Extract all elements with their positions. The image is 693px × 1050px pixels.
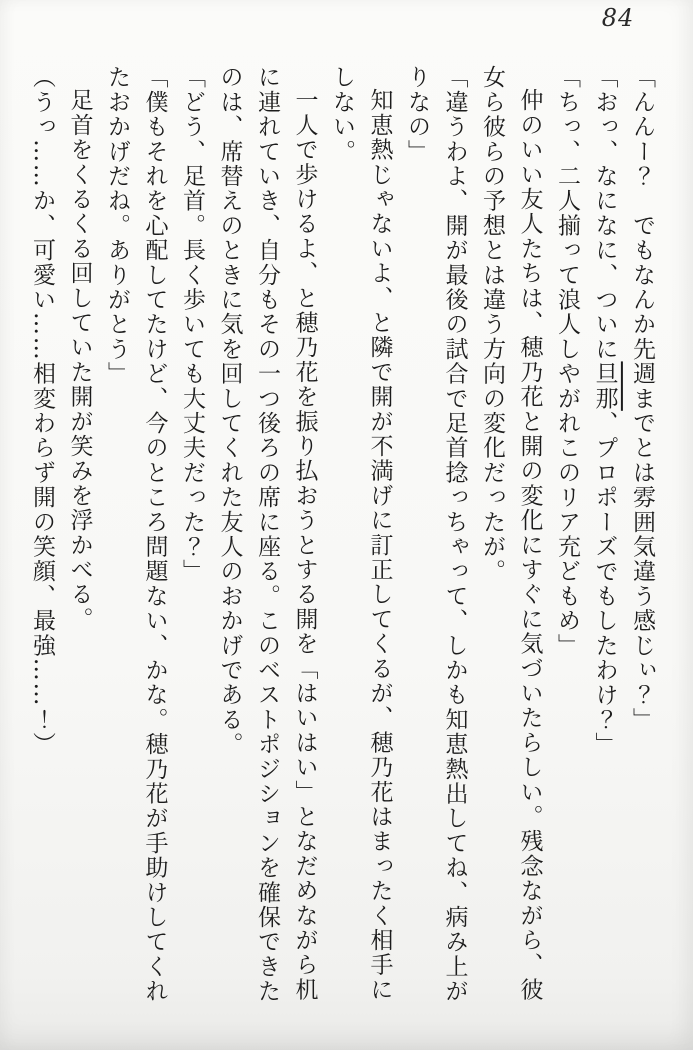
paragraph [173,65,211,1004]
text-run: 一人で歩けるよ、と穂乃花を振り払おうとする開を「はいはい」となだめながら机に連れていき、自分もその一つ後ろの席に座る。このベストポジションを確保できたのは、席替えのときに気を回してくれた友人のおかげである。 [216,65,318,1004]
paragraph [323,65,398,1004]
paragraph [398,65,473,1004]
text-run: 「ちっ、二人揃って浪人しやがれこのリア充どもめ」 [554,65,580,658]
paragraph [210,65,323,1004]
paragraph [60,65,98,1004]
text-run: 仲のいい友人たちは、穂乃花と開の変化にすぐに気づいたらしい。残念ながら、彼女ら彼らの予想とは違う方向の変化だったが。 [479,65,543,1002]
text-run: 「おっ、なになに、ついに [591,65,618,362]
paragraph [548,65,586,1004]
paragraph [23,65,61,1004]
emphasis-underline: 旦那 [591,361,618,411]
text-block [23,65,661,1004]
text-run: 「どう、足首。長く歩いても大丈夫だった？」 [179,65,205,584]
paragraph [585,65,623,1004]
text-run: 足首をくるくる回していた開が笑みを浮かべる。 [66,88,93,632]
text-run: 「違うわよ、開が最後の試合で足首捻っちゃって、しかも知恵熱出してね、病み上がりなの」 [404,65,468,1004]
text-run: 、プロポーズでもしたわけ？」 [591,410,618,757]
text-run: （うっ……か、可愛い……相変わらず開の笑顔、最強……！） [29,65,55,757]
text-run: 「僕もそれを心配してたけど、今のところ問題ない、かな。穂乃花が手助けしてくれたおかげだね。ありがとう」 [104,65,168,1004]
text-run: 「んんー？ でもなんか先週までとは雰囲気違う感じぃ？」 [629,65,655,732]
paragraph [473,65,548,1004]
page-number: 84 [601,4,635,32]
paragraph [98,65,173,1004]
paragraph [623,65,661,1004]
text-run: 知恵熱じゃないよ、と隣で開が不満げに訂正してくるが、穂乃花はまったく相手にしない。 [329,65,393,1002]
